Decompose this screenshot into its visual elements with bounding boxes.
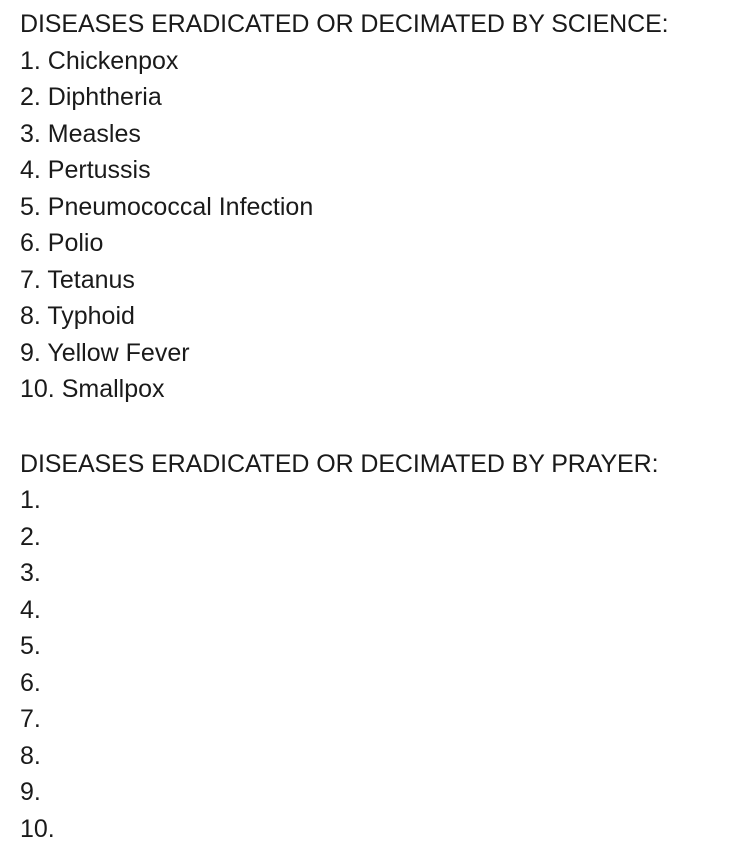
section-spacer <box>20 408 745 446</box>
list-item: 2. <box>20 522 41 551</box>
list-item: 4. <box>20 595 41 624</box>
list-item: 7. Tetanus <box>20 265 135 294</box>
list-item: 6. Polio <box>20 229 104 257</box>
list-item: 10. Smallpox <box>20 375 165 403</box>
list-item: 5. <box>20 632 41 660</box>
list-item: 3. Measles <box>20 119 141 148</box>
list-item: 1. Chickenpox <box>20 46 179 75</box>
list-item: 7. <box>20 705 41 733</box>
science-list <box>20 43 745 408</box>
list-item: 9. <box>20 778 41 806</box>
prayer-heading: DISEASES ERADICATED OR DECIMATED BY PRAYER: <box>20 449 659 478</box>
science-section <box>20 6 745 408</box>
list-item: 1. <box>20 486 41 514</box>
list-item: 6. <box>20 668 41 697</box>
list-item: 8. Typhoid <box>20 302 135 330</box>
list-item: 2. Diphtheria <box>20 83 162 111</box>
list-item: 5. Pneumococcal Infection <box>20 192 314 221</box>
list-item: 10. <box>20 814 55 843</box>
list-item: 3. <box>20 559 41 587</box>
list-item: 4. Pertussis <box>20 156 151 184</box>
science-heading: DISEASES ERADICATED OR DECIMATED BY SCIENCE: <box>20 10 669 38</box>
list-item: 8. <box>20 741 41 770</box>
prayer-list <box>20 482 745 847</box>
document-page <box>20 6 745 847</box>
prayer-section <box>20 446 745 848</box>
list-item: 9. Yellow Fever <box>20 338 190 367</box>
